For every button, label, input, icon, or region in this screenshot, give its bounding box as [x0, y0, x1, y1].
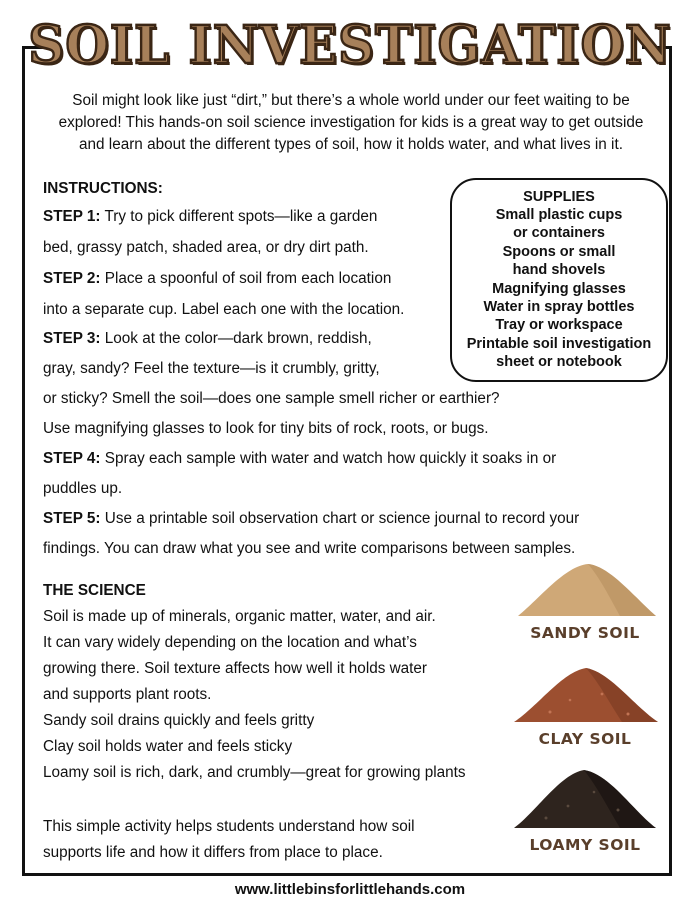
step-text: Use a printable soil observation chart or science journal to record your	[100, 510, 580, 527]
supply-item: Small plastic cups	[495, 207, 623, 223]
step-text: Try to pick different spots—like a garden	[100, 208, 378, 225]
title-banner	[28, 14, 672, 76]
instruction-line	[43, 540, 575, 558]
instruction-line	[43, 239, 369, 257]
step-text: findings. You can draw what you see and write comparisons between samples.	[43, 540, 576, 557]
science-line: It can vary widely depending on the location and what’s	[43, 634, 417, 651]
closing-line: This simple activity helps students understand how soil	[43, 818, 415, 835]
footer-url[interactable]: www.littlebinsforlittlehands.com	[234, 881, 466, 898]
step-text: gray, sandy? Feel the texture—is it crumbly, gritty,	[43, 360, 380, 377]
instruction-line	[43, 390, 500, 408]
step-text: puddles up.	[43, 480, 123, 497]
intro-paragraph: Soil might look like just “dirt,” but there’s a whole world under our feet waiting to be explored! This hands-on soil science investigation for kids is a great way to get outside and learn about the different types of soil, how it holds water, and what lives in it.	[58, 92, 644, 153]
sandy-soil-figure	[505, 558, 665, 642]
supply-item: Printable soil investigation	[466, 335, 652, 352]
supply-item: Tray or workspace	[495, 317, 623, 334]
supply-item: Spoons or small	[502, 243, 616, 260]
science-heading: THE SCIENCE	[43, 582, 146, 599]
sandy-soil-label: SANDY SOIL	[530, 624, 640, 642]
supply-item: Water in spray bottles	[483, 299, 635, 316]
science-line: Clay soil holds water and feels sticky	[43, 738, 293, 755]
step-text: Look at the color—dark brown, reddish,	[100, 330, 372, 347]
loamy-soil-pile-icon	[510, 762, 660, 832]
step-text: Place a spoonful of soil from each location	[100, 270, 392, 287]
instruction-line	[43, 301, 404, 319]
instruction-line	[43, 510, 579, 528]
science-line: and supports plant roots.	[43, 686, 212, 703]
loamy-soil-label: LOAMY SOIL	[529, 836, 641, 854]
step-label: STEP 2:	[43, 270, 101, 287]
closing-line: supports life and how it differs from place to place.	[43, 844, 383, 861]
clay-soil-label: CLAY SOIL	[538, 730, 632, 748]
instruction-line	[43, 480, 122, 498]
instructions-heading: INSTRUCTIONS:	[43, 180, 163, 197]
clay-soil-figure	[505, 660, 665, 748]
page-title: SOIL INVESTIGATION	[28, 14, 672, 76]
supply-item: Magnifying glasses	[492, 280, 626, 297]
clay-soil-pile-icon	[510, 660, 660, 726]
supply-item: or containers	[513, 225, 605, 242]
instruction-line	[43, 420, 489, 438]
instruction-line	[43, 360, 380, 378]
instruction-line	[43, 450, 556, 468]
instruction-line	[43, 270, 391, 288]
supplies-box	[450, 178, 668, 382]
science-line: Loamy soil is rich, dark, and crumbly—great for growing plants	[43, 764, 466, 781]
step-text: bed, grassy patch, shaded area, or dry dirt path.	[43, 239, 369, 256]
loamy-soil-figure	[505, 762, 665, 854]
step-label: STEP 5:	[43, 510, 101, 527]
science-line: growing there. Soil texture affects how well it holds water	[43, 660, 428, 677]
supply-item: hand shovels	[512, 262, 606, 279]
supplies-title: SUPPLIES	[523, 189, 595, 205]
step-text: into a separate cup. Label each one with the location.	[43, 301, 405, 318]
sandy-soil-pile-icon	[510, 558, 660, 620]
step-label: STEP 3:	[43, 330, 101, 347]
science-line: Soil is made up of minerals, organic matter, water, and air.	[43, 608, 436, 625]
step-label: STEP 4:	[43, 450, 101, 467]
step-label: STEP 1:	[43, 208, 101, 225]
instruction-line	[43, 330, 372, 348]
supply-item: sheet or notebook	[496, 354, 622, 371]
science-line: Sandy soil drains quickly and feels gritty	[43, 712, 315, 729]
step-text: Spray each sample with water and watch how quickly it soaks in or	[100, 450, 557, 467]
step-text: or sticky? Smell the soil—does one sample smell richer or earthier?	[43, 390, 500, 407]
instruction-line	[43, 208, 377, 226]
step-text: Use magnifying glasses to look for tiny bits of rock, roots, or bugs.	[43, 420, 489, 437]
